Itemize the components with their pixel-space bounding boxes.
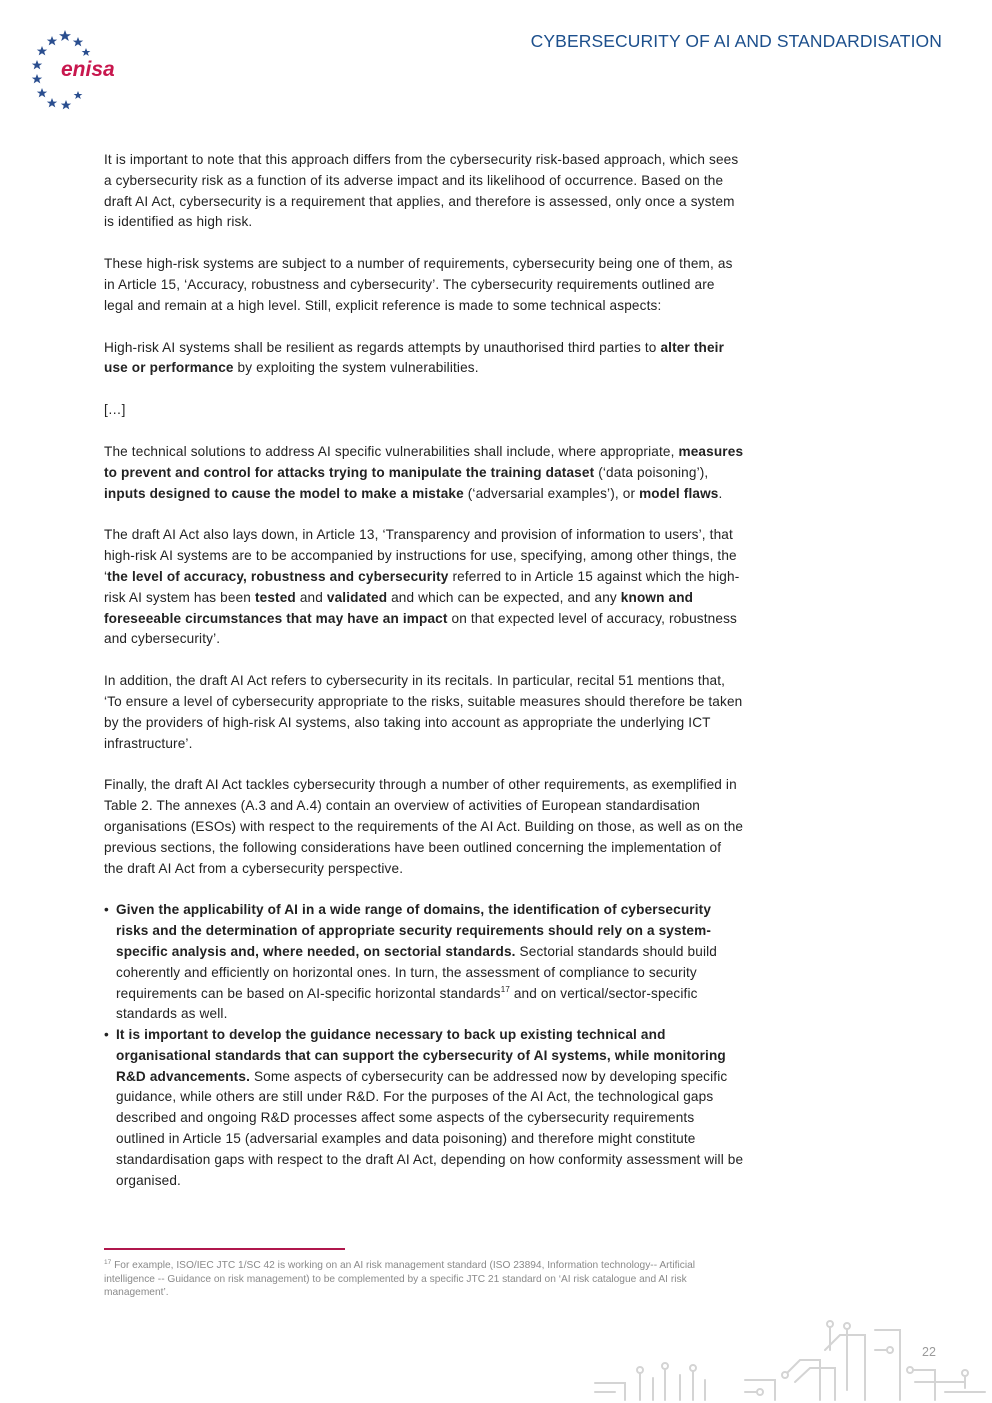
- footnote-number: 17: [104, 1259, 112, 1266]
- footnote-ref[interactable]: 17: [500, 984, 510, 994]
- paragraph-2: These high-risk systems are subject to a number of requirements, cybersecurity being one of them, as in Article 15, ‘Accuracy, robustness and cybersecurity’. The cybersecurity requirements outlined are legal and remain at a high level. Still, explicit reference is made to some technical aspects:: [104, 256, 733, 313]
- considerations-list: [104, 900, 744, 1191]
- footnote-divider: [104, 1248, 345, 1250]
- paragraph-8: Finally, the draft AI Act tackles cybersecurity through a number of other requirements, as exemplified in Table 2. The annexes (A.3 and A.4) contain an overview of activities of European standardisation organisations (ESOs) with respect to the requirements of the AI Act. Building on those, as well as on the previous sections, the following considerations have been outlined concerning the implementation of the draft AI Act from a cybersecurity perspective.: [104, 777, 744, 876]
- footnote: $^{17}$ For example, ISO/IEC JTC 1/SC 42 is working on an AI risk management standard (ISO 23894, Information technology-- Artificial intelligence -- Guidance on risk management) to be complemented by a specific JTC 21 standard on ‘AI risk catalogue and AI risk management’.: [104, 1259, 696, 1298]
- paragraph-5-quote: The technical solutions to address AI specific vulnerabilities shall include, where appropriate, measures to prevent and control for attacks trying to manipulate the training dataset (‘data poisoning’), inputs designed to cause the model to make a mistake (‘adversarial examples’), or model flaws.: [104, 443, 744, 501]
- main-content: [104, 150, 744, 1191]
- paragraph-1: It is important to note that this approach differs from the cybersecurity risk-based approach, which sees a cybersecurity risk as a function of its adverse impact and its likelihood of occurrence. Based on the draft AI Act, cybersecurity is a requirement that applies, and therefore is assessed, only once a system is identified as high risk.: [104, 152, 739, 230]
- list-item: • Given the applicability of AI in a wide range of domains, the identification of cybersecurity risks and the determination of appropriate security requirements should rely on a system-specific analysis and, where needed, on sectorial standards. Sectorial standards should build coherently and efficiently on horizontal ones. In turn, the assessment of compliance to security requirements can be based on AI-specific horizontal standards$^{17}$ and on vertical/sector-specific standards as well.: [104, 900, 744, 1025]
- paragraph-4-ellipsis: […]: [104, 402, 126, 418]
- list-item: • It is important to develop the guidance necessary to back up existing technical and organisational standards that can support the cybersecurity of AI systems, while monitoring R&D advancements. Some aspects of cybersecurity can be addressed now by developing specific guidance, while others are still under R&D. For the purposes of the AI Act, the technological gaps described and ongoing R&D processes affect some aspects of the cybersecurity requirements outlined in Article 15 (adversarial examples and data poisoning) and therefore might constitute standardisation gaps with respect to the draft AI Act, depending on how conformity assessment will be organised.: [104, 1025, 744, 1191]
- enisa-wordmark: enisa: [61, 58, 115, 81]
- enisa-logo: [28, 28, 123, 113]
- page-number: 22: [922, 1345, 936, 1359]
- document-title: CYBERSECURITY OF AI AND STANDARDISATION: [530, 31, 942, 51]
- paragraph-3-quote: High-risk AI systems shall be resilient as regards attempts by unauthorised third parties to alter their use or performance by exploiting the system vulnerabilities.: [104, 339, 725, 376]
- circuit-decoration-icon: [585, 1320, 992, 1403]
- paragraph-7: In addition, the draft AI Act refers to cybersecurity in its recitals. In particular, recital 51 mentions that, ‘To ensure a level of cybersecurity appropriate to the risks, suitable measures should therefore be taken by the providers of high-risk AI systems, also taking into account as appropriate the underlying ICT infrastructure’.: [104, 673, 743, 751]
- paragraph-6: The draft AI Act also lays down, in Article 13, ‘Transparency and provision of information to users’, that high-risk AI systems are to be accompanied by instructions for use, specifying, among other things, the ‘the level of accuracy, robustness and cybersecurity referred to in Article 15 against which the high-risk AI system has been tested and validated and which can be expected, and any known and foreseeable circumstances that may have an impact on that expected level of accuracy, robustness and cybersecurity’.: [104, 527, 740, 647]
